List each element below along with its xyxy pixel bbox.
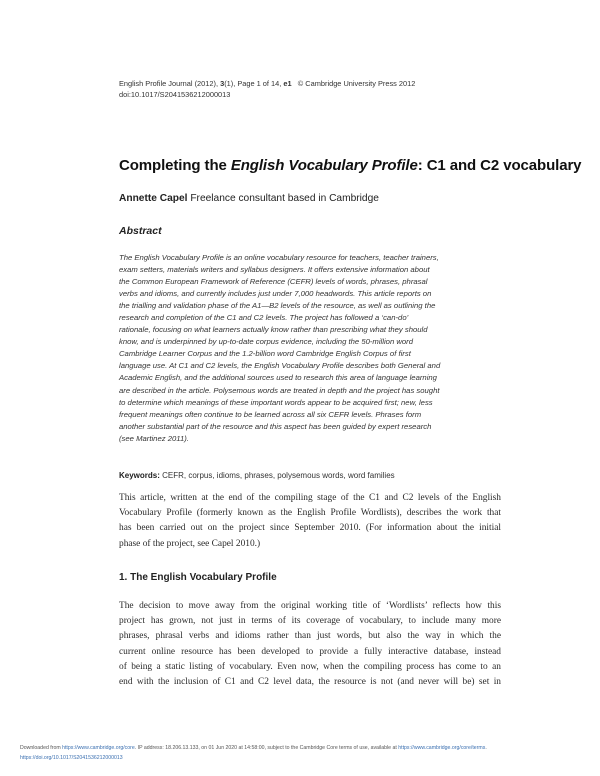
keywords-line <box>119 471 539 480</box>
abstract-line: the Common European Framework of Reference (CEFR) levels of words, phrases, phrasal <box>119 277 428 287</box>
keywords-label: Keywords: <box>119 471 160 480</box>
title-italic-part: English Vocabulary Profile <box>230 157 418 174</box>
copyright-notice: © Cambridge University Press 2012 <box>297 79 416 88</box>
title-part-2: : C1 and C2 vocabulary <box>417 157 582 174</box>
intro-line: has been carried out on the project since September 2010. (For information about the initial <box>119 523 501 534</box>
cambridge-core-link[interactable]: https://www.cambridge.org/core <box>62 745 135 751</box>
keywords-list: CEFR, corpus, idioms, phrases, polysemous words, word families <box>159 471 395 480</box>
citation-prefix: English Profile Journal (2012), <box>119 79 221 88</box>
abstract-line: language use. At C1 and C2 levels, the English Vocabulary Profile describes both General and <box>119 361 441 371</box>
article-number: e1 <box>283 79 292 88</box>
footer-downloaded-text: Downloaded from <box>20 745 63 751</box>
abstract-line: the trialling and validation phase of the A1—B2 levels of the resource, as well as outlining the <box>119 301 436 311</box>
abstract-line: The English Vocabulary Profile is an online vocabulary resource for teachers, teacher trainers, <box>119 253 439 262</box>
abstract-line: to determine which meanings of these important words appear to be acquired first; new, less <box>119 397 433 407</box>
abstract-line: verbs and idioms, and currently includes just under 7,000 headwords. This article reports on <box>119 289 432 299</box>
abstract-line: Cambridge Learner Corpus and the 1.2-billion word Cambridge English Corpus of first <box>119 349 411 359</box>
section-paragraph <box>119 599 501 690</box>
intro-line: This article, written at the end of the compiling stage of the C1 and C2 levels of the English <box>119 493 501 503</box>
title-part-1: Completing the <box>119 157 231 174</box>
doi-line: doi:10.1017/S2041536212000013 <box>119 89 231 99</box>
author-name: Annette Capel <box>119 193 188 204</box>
footer-ip-text: . IP address: 18.206.13.133, on 01 Jun 2020 at 14:58:00, subject to the Cambridge Core terms of use, available at <box>134 745 399 751</box>
abstract-body <box>119 252 505 445</box>
body-line: of being a static listing of vocabulary. Even now, when the compiling process has come to an <box>119 661 501 672</box>
article-title <box>119 157 582 174</box>
abstract-line: (see Martinez 2011). <box>119 433 189 443</box>
doi-link[interactable]: https://doi.org/10.1017/S2041536212000013 <box>20 754 123 761</box>
abstract-line: Academic English, and the additional sources used to research this area of language learning <box>119 373 437 383</box>
volume-number: 3 <box>220 79 225 88</box>
body-line: phrases, phrasal verbs and idioms rather than just words, but also the way in which the <box>119 631 501 642</box>
abstract-line: research and completion of the C1 and C2 levels. The project has followed a ‘can-do’ <box>119 313 409 323</box>
footer-period: . <box>485 745 487 751</box>
terms-link[interactable]: https://www.cambridge.org/core/terms <box>398 745 486 751</box>
abstract-line: are described in the article. Polysemous words are treated in depth and the project has sought <box>119 385 440 395</box>
download-footer <box>20 744 590 763</box>
abstract-line: frequent meanings often continue to be learned across all six CEFR levels. Phrases form <box>119 409 422 419</box>
author-affiliation: Freelance consultant based in Cambridge <box>187 193 379 204</box>
intro-line: Vocabulary Profile (formerly known as the English Profile Wordlists), describes the work that <box>119 508 501 519</box>
body-line: project has grown, not just in terms of its coverage of vocabulary, to include many more <box>119 616 501 627</box>
abstract-line: know, and is underpinned by up-to-date corpus evidence, including the 50-million word <box>119 337 414 347</box>
abstract-line: another substantial part of the resource and this aspect has been guided by expert research <box>119 421 432 431</box>
author-line <box>119 193 539 204</box>
body-line: end with the inclusion of C1 and C2 level data, the resource is not (and never will be) set in <box>119 677 501 688</box>
footer-line-2 <box>20 754 590 764</box>
abstract-line: exam setters, materials writers and syllabus designers. It offers extensive information about <box>119 265 430 275</box>
citation-middle: (1), Page 1 of 14, <box>224 79 284 88</box>
journal-citation <box>119 79 539 100</box>
abstract-heading: Abstract <box>119 225 162 237</box>
intro-line: phase of the project, see Capel 2010.) <box>119 538 261 549</box>
abstract-line: rationale, focusing on what learners actually know rather than prescribing what they should <box>119 325 428 335</box>
citation-line <box>119 79 539 90</box>
intro-paragraph <box>119 491 501 552</box>
body-line: The decision to move away from the original working title of ‘Wordlists’ reflects how this <box>119 601 501 611</box>
footer-line-1 <box>20 744 590 754</box>
body-line: current online resource has been developed to provide a fully interactive database, instead <box>119 646 501 657</box>
section-heading: 1. The English Vocabulary Profile <box>119 572 277 583</box>
